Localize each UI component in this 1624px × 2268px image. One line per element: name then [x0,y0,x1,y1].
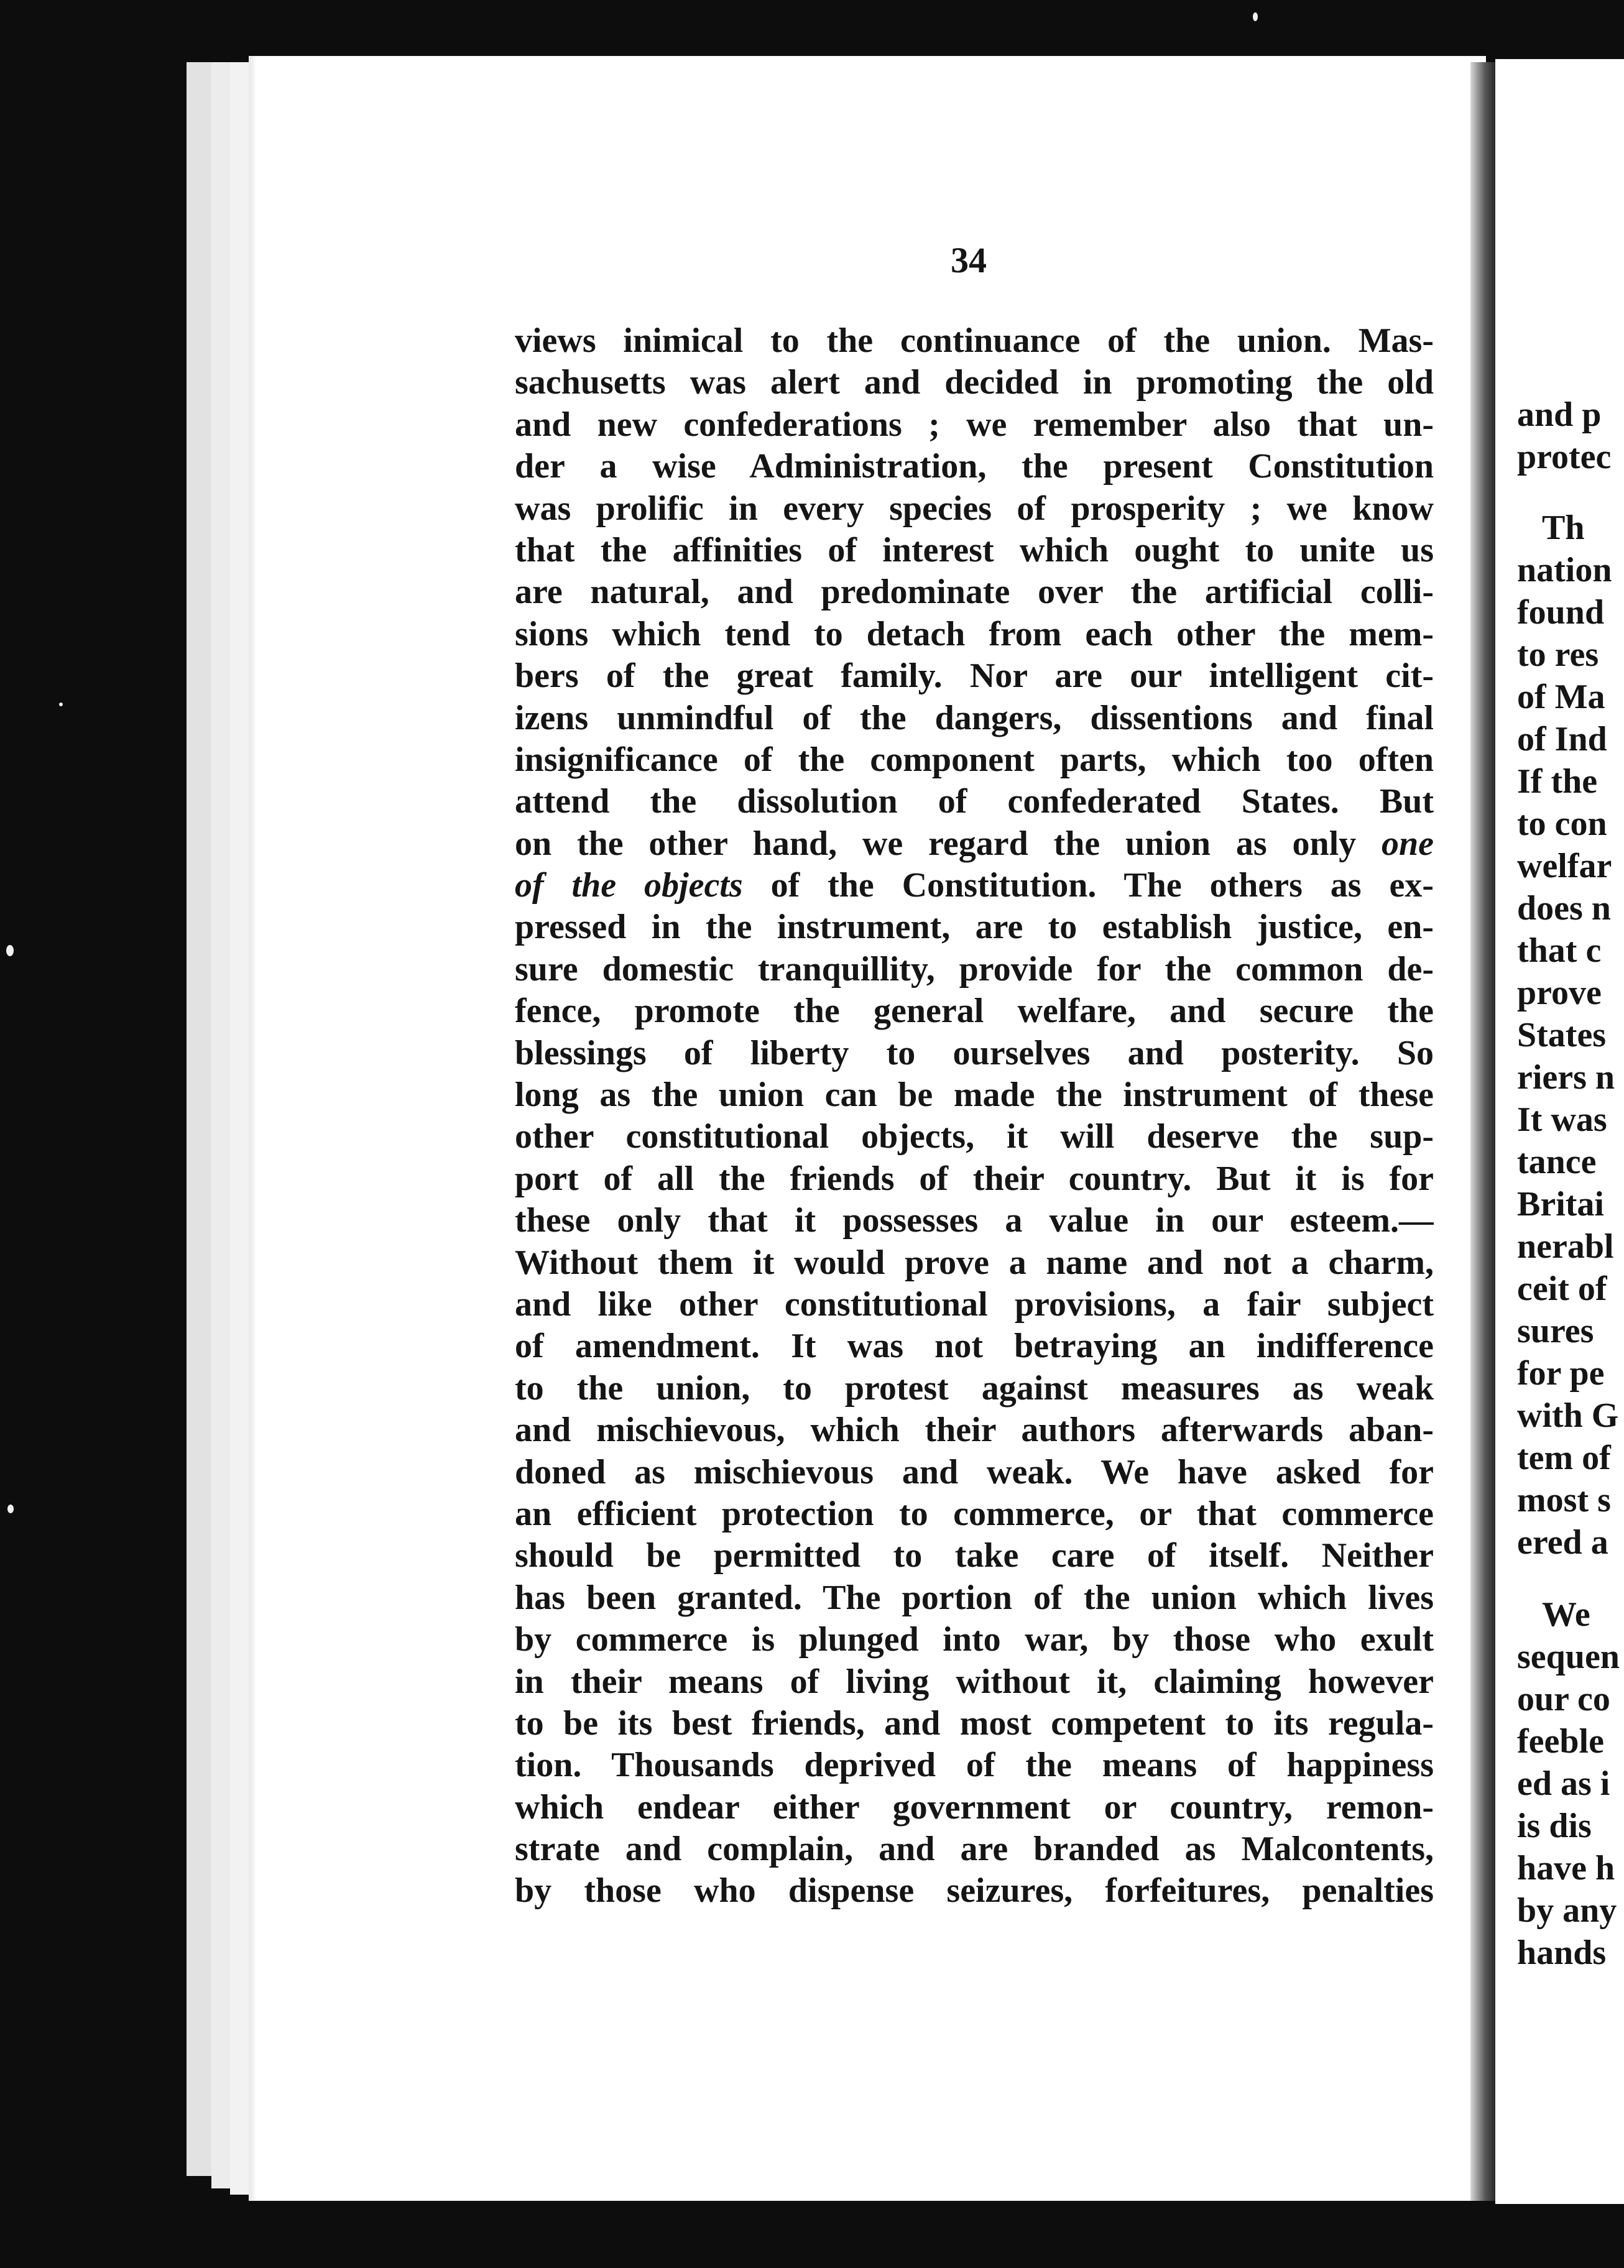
line-text: by commerce is plunged into war, by those who exult [515,1620,1434,1659]
text-line: welfar [1517,847,1612,885]
text-line: that c [1517,931,1602,970]
text-line: It was [1517,1100,1607,1139]
line-text: and new confederations ; we remember also that un- [515,405,1434,444]
line-text: attend the dissolution of confederated States. But [515,782,1434,821]
line-text: of the Constitution. The others as ex- [742,866,1434,905]
text-line: sequen [1517,1638,1620,1676]
text-line: hands [1517,1934,1607,1972]
line-text: Without them it would prove a name and not a charm, [515,1243,1434,1282]
text-line [515,1200,1434,1242]
scan-speck [1253,12,1258,21]
text-line [515,698,1434,739]
text-line: of Ma [1517,678,1605,716]
text-line [515,1828,1434,1870]
italic-text: of the objects [515,866,743,905]
text-line [515,1745,1434,1786]
text-line [515,949,1434,990]
text-line: and p [1517,395,1602,434]
text-line: feeble [1517,1722,1604,1761]
line-text: by those who dispense seizures, forfeitures, penalties [515,1871,1434,1911]
line-text: to be its best friends, and most competent to its regula- [515,1703,1434,1743]
text-line: with G [1517,1396,1619,1435]
text-line: sures [1517,1312,1594,1350]
text-line [515,1325,1434,1367]
text-line: nerabl [1517,1227,1614,1266]
text-line [515,1619,1434,1661]
text-line [515,655,1434,697]
line-text: fence, promote the general welfare, and secure the [515,992,1434,1031]
text-line: to con [1517,804,1607,843]
line-text: are natural, and predominate over the artificial colli- [515,573,1434,612]
text-line [515,1368,1434,1409]
text-line: Britai [1517,1185,1604,1224]
line-text: has been granted. The portion of the union which lives [515,1578,1434,1617]
line-text: to the union, to protest against measures as weak [515,1368,1434,1408]
line-text: which endear either government or country, remon- [515,1787,1434,1827]
text-line [515,1493,1434,1535]
line-text: der a wise Administration, the present Constitution [515,447,1434,486]
line-text: that the affinities of interest which ought to unite us [515,530,1434,569]
text-line [515,530,1434,571]
text-line: does n [1517,889,1611,928]
line-text: izens unmindful of the dangers, dissentions and final [515,698,1434,737]
right-page [1495,59,1624,2204]
text-line [515,1535,1434,1577]
text-line [515,320,1434,362]
text-line [515,404,1434,446]
text-line [515,1452,1434,1493]
line-text: sions which tend to detach from each other the mem- [515,614,1434,653]
text-line [515,823,1434,865]
italic-text: one [1382,824,1434,863]
text-line [515,1116,1434,1158]
line-text: port of all the friends of their country. But it is for [515,1159,1434,1198]
line-text: tion. Thousands deprived of the means of happiness [515,1746,1434,1785]
text-line: ed as i [1517,1764,1610,1803]
text-line [515,1409,1434,1451]
line-text: views inimical to the continuance of the union. Mas- [515,321,1434,360]
text-line: ceit of [1517,1270,1607,1308]
text-line [515,1703,1434,1745]
text-line [515,781,1434,823]
text-line [515,362,1434,403]
line-text: was prolific in every species of prosperity ; we know [515,489,1434,528]
text-line: by any [1517,1891,1617,1930]
text-line: is dis [1517,1807,1592,1845]
line-text: these only that it possesses a value in our esteem.— [515,1201,1434,1240]
text-line: to res [1517,635,1599,674]
scan-speck [59,703,63,706]
text-line [515,865,1434,906]
text-line [515,1661,1434,1703]
text-line: for pe [1517,1354,1605,1393]
line-text: in their means of living without it, claiming however [515,1662,1434,1701]
line-text: of amendment. It was not betraying an indifference [515,1327,1434,1366]
scan-speck [7,1505,14,1513]
text-line: ered a [1517,1523,1608,1562]
text-line: most s [1517,1481,1611,1519]
line-text: doned as mischievous and weak. We have asked for [515,1452,1434,1491]
line-text: pressed in the instrument, are to establish justice, en- [515,908,1434,947]
text-line [515,488,1434,530]
text-line [515,614,1434,655]
text-line [515,1033,1434,1074]
page-number: 34 [951,240,987,280]
line-text: strate and complain, and are branded as Malcontents, [515,1830,1434,1869]
text-line: our co [1517,1680,1610,1718]
text-line [515,906,1434,948]
text-line: riers n [1517,1058,1615,1097]
line-text: sure domestic tranquillity, provide for the common de- [515,949,1434,989]
text-line [515,1074,1434,1116]
text-line [515,1787,1434,1828]
line-text: and mischievous, which their authors afterwards aban- [515,1411,1434,1450]
text-line [515,739,1434,781]
line-text: insignificance of the component parts, which too often [515,740,1434,779]
text-line: found [1517,593,1605,632]
line-text: other constitutional objects, it will deserve the sup- [515,1117,1434,1156]
line-text: long as the union can be made the instrument of these [515,1076,1434,1115]
scan-speck [6,945,14,956]
text-line [515,990,1434,1032]
text-line [515,1577,1434,1619]
line-text: blessings of liberty to ourselves and posterity. So [515,1033,1434,1072]
text-line [515,1870,1434,1912]
book-gutter [1470,62,1495,2201]
line-text: and like other constitutional provisions, a fair subject [515,1284,1434,1324]
line-text: on the other hand, we regard the union as only [515,824,1382,863]
text-line: States [1517,1016,1607,1054]
text-line: have h [1517,1849,1615,1888]
line-text: should be permitted to take care of itself. Neither [515,1536,1434,1575]
text-line [515,1284,1434,1325]
text-line: We [1542,1595,1590,1634]
text-line [515,1242,1434,1284]
text-line: protec [1517,438,1612,476]
text-line: nation [1517,551,1612,589]
page-edge [211,62,231,2188]
text-line: tem of [1517,1439,1611,1477]
text-line [515,571,1434,613]
text-line: prove [1517,974,1602,1012]
text-line: tance [1517,1143,1597,1181]
text-line [515,446,1434,487]
line-text: bers of the great family. Nor are our intelligent cit- [515,657,1434,696]
line-text: an efficient protection to commerce, or that commerce [515,1494,1434,1533]
line-text: sachusetts was alert and decided in promoting the old [515,363,1434,402]
page-edge [230,62,250,2195]
text-line: If the [1517,762,1598,801]
page-edge [187,62,213,2176]
text-line: Th [1542,509,1585,547]
body-text [515,320,1434,1912]
text-line [515,1158,1434,1200]
text-line: of Ind [1517,720,1607,758]
